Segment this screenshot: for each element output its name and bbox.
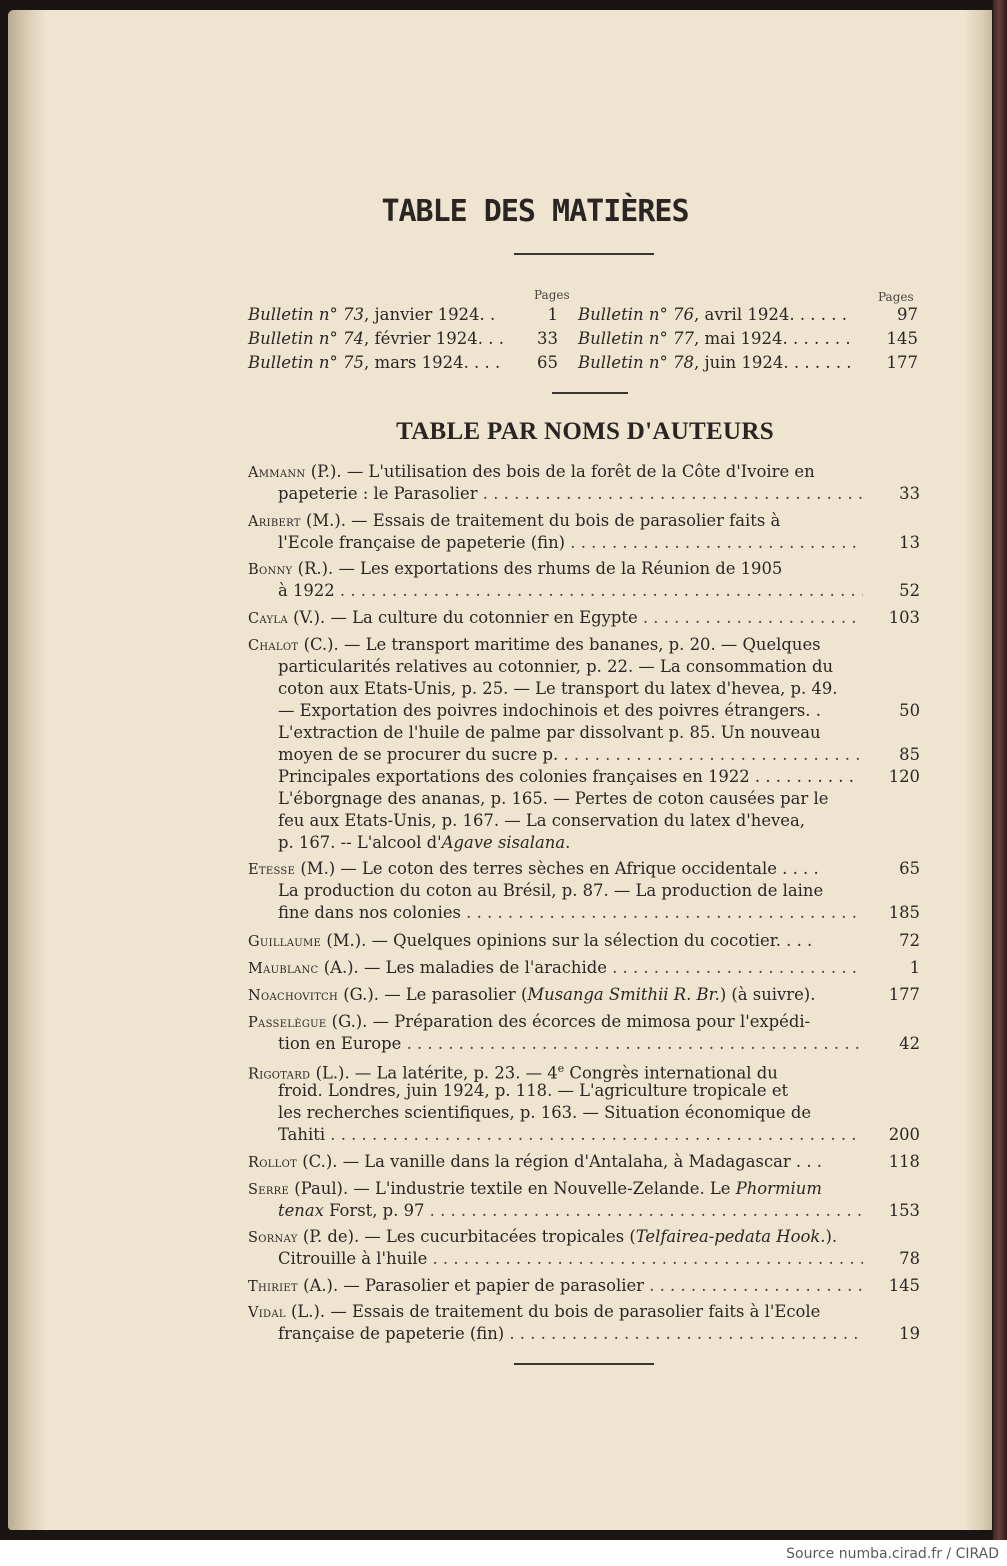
page-number: 185 [888,903,920,922]
page-number: 65 [899,859,920,878]
bulletin-75: Bulletin n° 75, mars 1924. . . . [248,353,501,372]
entry-serre: Serre (Paul). — L'industrie textile en Nouvelle-Zelande. Le Phormium tenax Forst, p. 97 . . . [248,1178,863,1222]
page-number: 78 [899,1249,920,1268]
closing-rule [514,1363,654,1365]
entry-rollot: Rollot (C.). — La vanille dans la région d'Antalaha, à Madagascar . . . [248,1152,822,1171]
page-number: 177 [888,985,920,1004]
page-number: 19 [899,1324,920,1343]
page-number: 1 [909,958,920,977]
entry-chalot: Chalot (C.). — Le transport maritime des bananes, p. 20. — Quelques particularités relatives au cotonnier, p. 22. — La consommation du coton aux Etats-Unis, p. 25. — Le transport du latex d'hevea, p. 49. — Exportation des poivres indochinois et des poivres étrangers. . L'extraction de l'huile de palme par dissolvant p. 85. Un nouveau moyen de se procurer du sucre p. . . . Principales exportations des colonies françaises en 1922 . . . . . . . . . . L'éborgnage des ananas, p. 165. — Pertes de coton causées par le feu aux Etats-Unis, p. 167. — La conservation du latex d'hevea, p. 167. -- L'alcool d'Agave sisalana. [248,634,863,854]
page-number: 103 [888,608,920,627]
bulletin-77: Bulletin n° 77, mai 1924. . . . . . . [578,329,851,348]
entry-thiriet: Thiriet (A.). — Parasolier et papier de parasolier . . . [248,1275,863,1297]
bulletin-78: Bulletin n° 78, juin 1924. . . . . . . [578,353,852,372]
entry-bonny: Bonny (R.). — Les exportations des rhums de la Réunion de 1905 à 1922 . . . [248,558,863,602]
page-number: 52 [899,581,920,600]
entry-maublanc: Maublanc (A.). — Les maladies de l'arachide . . . [248,957,863,979]
bulletin-76-page: 97 [897,305,918,324]
page-number: 42 [899,1034,920,1053]
source-credit: Source numba.cirad.fr / CIRAD [786,1546,999,1562]
entry-etesse: Etesse (M.) — Le coton des terres sèches en Afrique occidentale . . . . La production du coton au Brésil, p. 87. — La production de laine fine dans nos colonies . . . [248,858,863,924]
entry-noachovitch: Noachovitch (G.). — Le parasolier (Musanga Smithii R. Br.) (à suivre). [248,985,816,1004]
page-number: 145 [888,1276,920,1295]
entry-vidal: Vidal (L.). — Essais de traitement du bois de parasolier faits à l'Ecole française de papeterie (fin) . . . [248,1301,863,1345]
bulletin-74: Bulletin n° 74, février 1924. . . [248,329,504,348]
bulletin-73-page: 1 [547,305,558,324]
bulletin-75-page: 65 [537,353,558,372]
page-number: 13 [899,533,920,552]
page-number: 50 [899,701,920,720]
page-number: 200 [888,1125,920,1144]
pages-header-left: Pages [534,288,570,302]
bulletin-rule [552,392,628,394]
bulletin-74-page: 33 [537,329,558,348]
bulletin-78-page: 177 [886,353,918,372]
page-title: TABLE DES MATIÈRES [381,194,689,229]
entry-rigotard: Rigotard (L.). — La latérite, p. 23. — 4e Congrès international du froid. Londres, juin 1924, p. 118. — L'agriculture tropicale et les recherches scientifiques, p. 163. — Situation économique de Tahiti . . . [248,1058,863,1146]
bulletin-76: Bulletin n° 76, avril 1924. . . . . . [578,305,848,324]
page-number: 118 [888,1152,920,1171]
entry-sornay: Sornay (P. de). — Les cucurbitacées tropicales (Telfairea-pedata Hook.). Citrouille à l'huile . . . [248,1226,863,1270]
entry-ammann: Ammann (P.). — L'utilisation des bois de la forêt de la Côte d'Ivoire en papeterie : le Parasolier . . . [248,461,863,505]
entry-guillaume: Guillaume (M.). — Quelques opinions sur la sélection du cocotier. . . . [248,931,813,950]
page-number: 72 [899,931,920,950]
page-number: 153 [888,1201,920,1220]
page-number: 33 [899,484,920,503]
page-number: 120 [888,767,920,786]
bulletin-77-page: 145 [886,329,918,348]
bulletin-73: Bulletin n° 73, janvier 1924. . [248,305,496,324]
entry-passelegue: Passelègue (G.). — Préparation des écorces de mimosa pour l'expédi- tion en Europe . . . [248,1011,863,1055]
page-number: 85 [899,745,920,764]
title-rule [514,253,654,255]
section-title: TABLE PAR NOMS D'AUTEURS [396,418,774,445]
entry-aribert: Aribert (M.). — Essais de traitement du bois de parasolier faits à l'Ecole française de papeterie (fin) . . . [248,510,863,554]
pages-header-right: Pages [878,290,914,304]
entry-cayla: Cayla (V.). — La culture du cotonnier en Egypte . . . [248,607,863,629]
